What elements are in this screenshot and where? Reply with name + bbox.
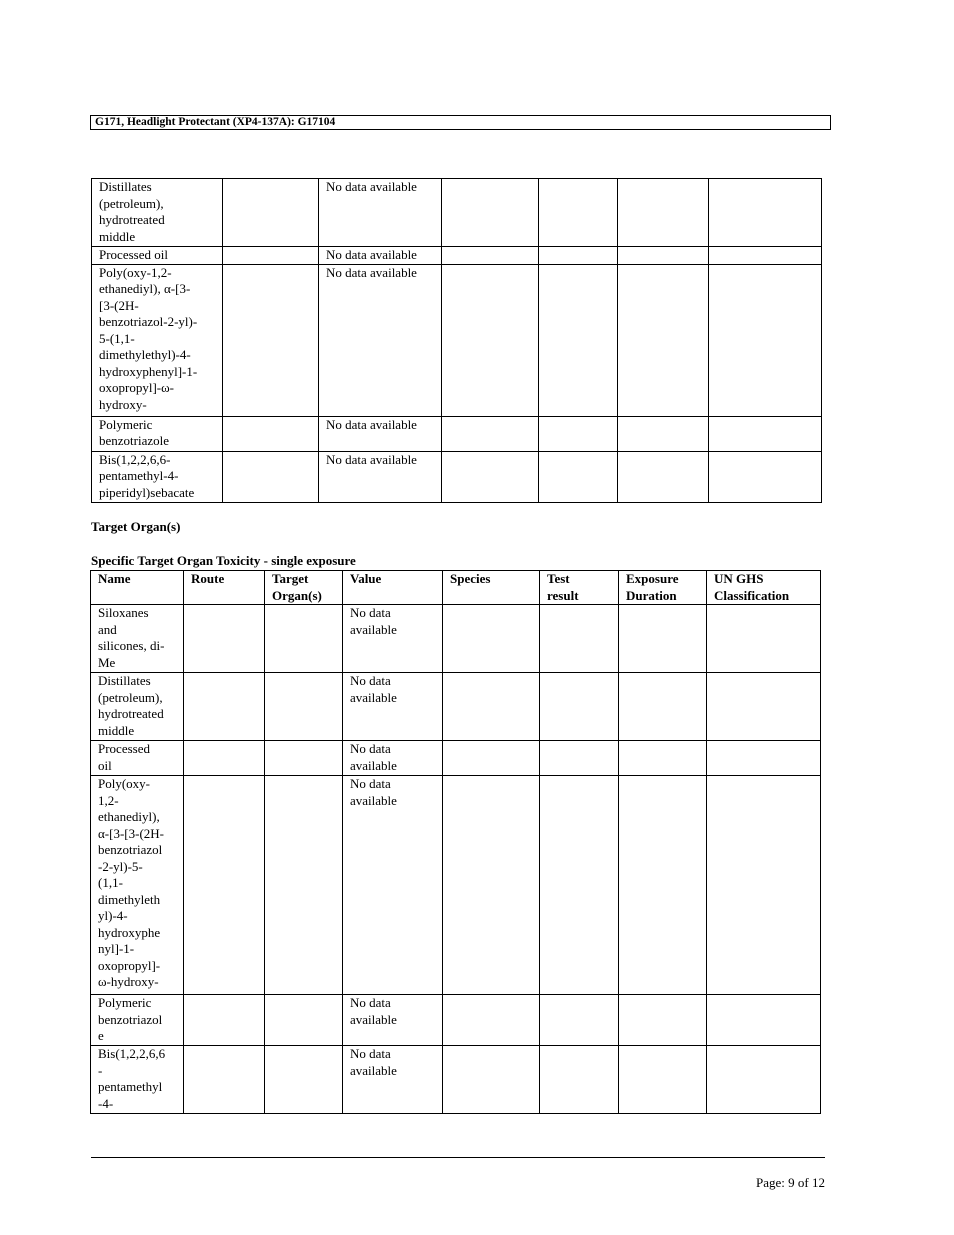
table-row	[91, 1046, 821, 1114]
value-cell: No data available	[319, 179, 442, 247]
column-header-exposure-duration: Exposure Duration	[619, 571, 707, 605]
column-header-test-result: Test result	[540, 571, 619, 605]
value-cell: No data available	[343, 673, 443, 741]
table-row	[92, 416, 822, 451]
table-row	[91, 605, 821, 673]
substance-name: Bis(1,2,2,6,6- pentamethyl-4- piperidyl)sebacate	[92, 451, 223, 502]
substance-name: Poly(oxy-1,2- ethanediyl), α-[3- [3-(2H- benzotriazol-2-yl)- 5-(1,1- dimethylethyl)-4- hydroxyphenyl]-1- oxopropyl]-ω- hydroxy-	[92, 264, 223, 416]
column-header-value: Value	[343, 571, 443, 605]
column-header-target-organs: Target Organ(s)	[265, 571, 343, 605]
value-cell: No data available	[343, 741, 443, 776]
value-cell: No data available	[319, 416, 442, 451]
toxicity-table-continued	[91, 178, 822, 503]
document-title: G171, Headlight Protectant (XP4-137A): G17104	[95, 116, 336, 128]
value-cell: No data available	[343, 1046, 443, 1114]
substance-name: Distillates (petroleum), hydrotreated middle	[92, 179, 223, 247]
substance-name: Polymeric benzotriazol e	[91, 995, 184, 1046]
table-row	[91, 741, 821, 776]
page-number: Page: 9 of 12	[756, 1175, 825, 1190]
value-cell: No data available	[343, 776, 443, 995]
substance-name: Processed oil	[92, 247, 223, 265]
value-cell: No data available	[343, 605, 443, 673]
table-row	[92, 264, 822, 416]
value-cell: No data available	[319, 264, 442, 416]
column-header-species: Species	[443, 571, 540, 605]
table-row	[92, 451, 822, 502]
substance-name: Polymeric benzotriazole	[92, 416, 223, 451]
substance-name: Siloxanes and silicones, di- Me	[91, 605, 184, 673]
substance-name: Processed oil	[91, 741, 184, 776]
substance-name: Bis(1,2,2,6,6 - pentamethyl -4-	[91, 1046, 184, 1114]
column-header-un-ghs-classification: UN GHS Classification	[707, 571, 821, 605]
substance-name: Poly(oxy- 1,2- ethanediyl), α-[3-[3-(2H- benzotriazol -2-yl)-5- (1,1- dimethyleth yl)-4- hydroxyphe nyl]-1- oxopropyl]- ω-hydroxy-	[91, 776, 184, 995]
target-organs-heading: Target Organ(s)	[91, 519, 181, 534]
value-cell: No data available	[319, 247, 442, 265]
column-header-name: Name	[91, 571, 184, 605]
table-row	[92, 179, 822, 247]
substance-name: Distillates (petroleum), hydrotreated middle	[91, 673, 184, 741]
table-row	[91, 673, 821, 741]
table-header-row	[91, 571, 821, 605]
document-header	[90, 115, 831, 130]
column-header-route: Route	[184, 571, 265, 605]
table-row	[91, 776, 821, 995]
footer-divider	[91, 1157, 825, 1158]
value-cell: No data available	[343, 995, 443, 1046]
table-row	[91, 995, 821, 1046]
value-cell: No data available	[319, 451, 442, 502]
table-row	[92, 247, 822, 265]
stot-single-exposure-table	[90, 570, 821, 1114]
stot-single-exposure-heading: Specific Target Organ Toxicity - single exposure	[91, 553, 356, 568]
